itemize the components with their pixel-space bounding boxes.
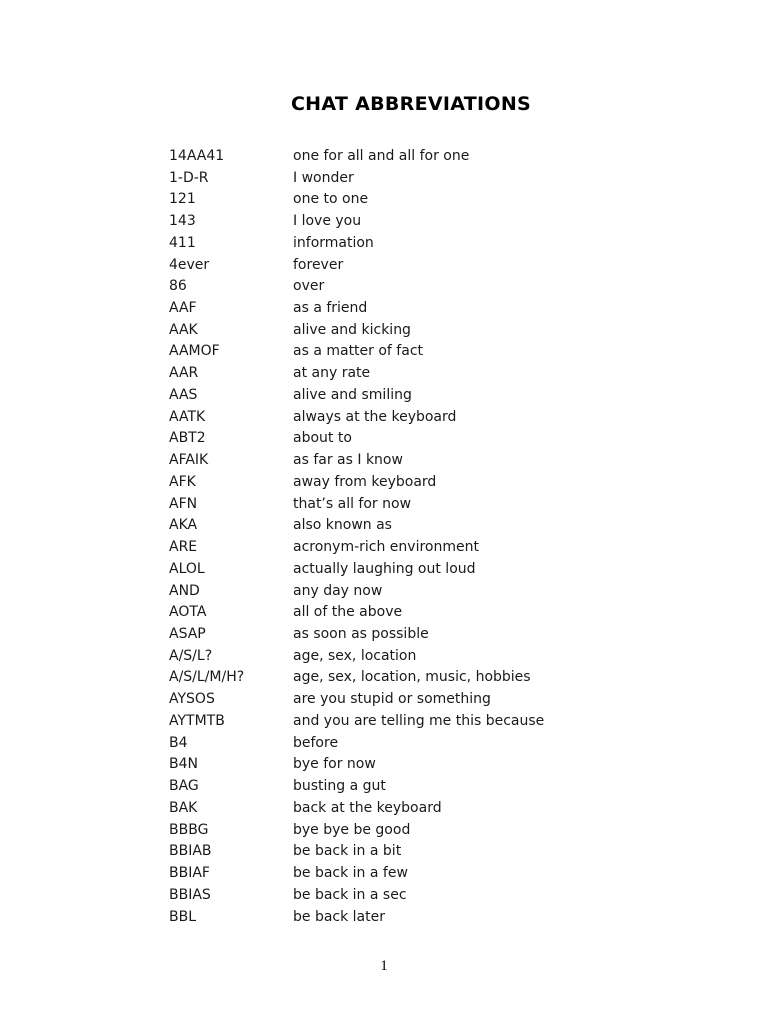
abbreviation-meaning: back at the keyboard (293, 799, 442, 816)
abbreviation: BAG (169, 778, 199, 795)
abbreviation-meaning: I love you (293, 213, 362, 230)
abbreviation: BBBG (169, 821, 209, 838)
abbreviation-meaning: all of the above (293, 604, 403, 621)
abbreviation: AYTMTB (169, 712, 225, 729)
list-item (169, 797, 589, 819)
abbreviation-meaning: always at the keyboard (293, 408, 457, 425)
abbreviation: BBL (169, 908, 197, 925)
list-item (169, 862, 589, 884)
list-item (169, 254, 589, 276)
abbreviation: AAMOF (169, 343, 220, 360)
abbreviation: 411 (169, 234, 196, 251)
abbreviation: 1-D-R (169, 169, 209, 186)
abbreviation-meaning: any day now (293, 582, 383, 599)
list-item (169, 732, 589, 754)
abbreviation-meaning: alive and kicking (293, 321, 411, 338)
list-item (169, 449, 589, 471)
abbreviation: B4 (169, 734, 188, 751)
abbreviation: ABT2 (169, 430, 206, 447)
list-item (169, 493, 589, 515)
list-item (169, 167, 589, 189)
page-title: CHAT ABBREVIATIONS (290, 93, 532, 115)
abbreviation: AND (169, 582, 200, 599)
abbreviation: ARE (169, 539, 198, 556)
list-item (169, 645, 589, 667)
abbreviation: AATK (169, 408, 206, 425)
list-item (169, 471, 589, 493)
abbreviation-meaning: busting a gut (293, 778, 386, 795)
list-item (169, 297, 589, 319)
abbreviation-meaning: at any rate (293, 365, 371, 382)
abbreviation: BBIAF (169, 865, 210, 882)
list-item (169, 754, 589, 776)
abbreviation: AAR (169, 365, 199, 382)
abbreviation: 143 (169, 213, 196, 230)
abbreviation-meaning: age, sex, location, music, hobbies (293, 669, 531, 686)
list-item (169, 275, 589, 297)
abbreviation-meaning: be back in a bit (293, 843, 402, 860)
list-item (169, 558, 589, 580)
abbreviation-meaning: over (293, 278, 325, 295)
abbreviation-meaning: that’s all for now (293, 495, 412, 512)
abbreviation-meaning: bye for now (293, 756, 376, 773)
abbreviation-list (169, 145, 589, 927)
abbreviation-meaning: before (293, 734, 339, 751)
list-item (169, 145, 589, 167)
list-item (169, 428, 589, 450)
abbreviation-meaning: acronym-rich environment (293, 539, 479, 556)
list-item (169, 341, 589, 363)
abbreviation: AYSOS (169, 691, 215, 708)
abbreviation-meaning: age, sex, location (293, 647, 417, 664)
abbreviation-meaning: one for all and all for one (293, 147, 470, 164)
list-item (169, 667, 589, 689)
list-item (169, 406, 589, 428)
list-item (169, 319, 589, 341)
abbreviation: BBIAS (169, 886, 211, 903)
abbreviation-meaning: be back in a sec (293, 886, 407, 903)
abbreviation: A/S/L? (169, 647, 213, 664)
list-item (169, 210, 589, 232)
abbreviation: AFAIK (169, 452, 209, 469)
abbreviation: AFN (169, 495, 198, 512)
list-item (169, 884, 589, 906)
list-item (169, 688, 589, 710)
abbreviation-meaning: also known as (293, 517, 392, 534)
abbreviation: BAK (169, 799, 198, 816)
abbreviation-meaning: information (293, 234, 374, 251)
abbreviation-meaning: are you stupid or something (293, 691, 491, 708)
abbreviation: AOTA (169, 604, 207, 621)
abbreviation-meaning: and you are telling me this because (293, 712, 545, 729)
abbreviation-meaning: alive and smiling (293, 386, 412, 403)
abbreviation: BBIAB (169, 843, 212, 860)
abbreviation: B4N (169, 756, 198, 773)
list-item (169, 384, 589, 406)
list-item (169, 601, 589, 623)
list-item (169, 819, 589, 841)
list-item (169, 536, 589, 558)
abbreviation-meaning: as a friend (293, 300, 368, 316)
abbreviation: AAS (169, 386, 198, 403)
abbreviation: A/S/L/M/H? (169, 669, 245, 686)
list-item (169, 841, 589, 863)
list-item (169, 514, 589, 536)
abbreviation-meaning: be back later (293, 908, 385, 925)
abbreviation: 86 (169, 278, 187, 295)
abbreviation-meaning: be back in a few (293, 865, 408, 882)
abbreviation-meaning: one to one (293, 191, 369, 208)
list-item (169, 362, 589, 384)
list-item (169, 623, 589, 645)
list-item (169, 906, 589, 928)
list-item (169, 188, 589, 210)
abbreviation: AAF (169, 300, 197, 316)
abbreviation: 4ever (169, 256, 210, 273)
page-number: 1 (380, 958, 388, 974)
list-item (169, 580, 589, 602)
list-item (169, 710, 589, 732)
abbreviation: AFK (169, 473, 196, 490)
abbreviation-meaning: I wonder (293, 169, 354, 186)
abbreviation: 14AA41 (169, 147, 225, 164)
abbreviation-meaning: forever (293, 256, 344, 273)
abbreviation-meaning: about to (293, 430, 352, 447)
abbreviation-meaning: as soon as possible (293, 626, 429, 643)
abbreviation-meaning: as a matter of fact (293, 343, 424, 360)
abbreviation-meaning: as far as I know (293, 452, 403, 469)
abbreviation-meaning: actually laughing out loud (293, 560, 476, 577)
abbreviation-meaning: bye bye be good (293, 821, 411, 838)
abbreviation-meaning: away from keyboard (293, 473, 437, 490)
list-item (169, 232, 589, 254)
abbreviation: 121 (169, 191, 196, 208)
abbreviation: AKA (169, 517, 198, 534)
abbreviation: ALOL (169, 560, 205, 577)
abbreviation: AAK (169, 321, 198, 338)
abbreviation: ASAP (169, 626, 206, 643)
list-item (169, 775, 589, 797)
